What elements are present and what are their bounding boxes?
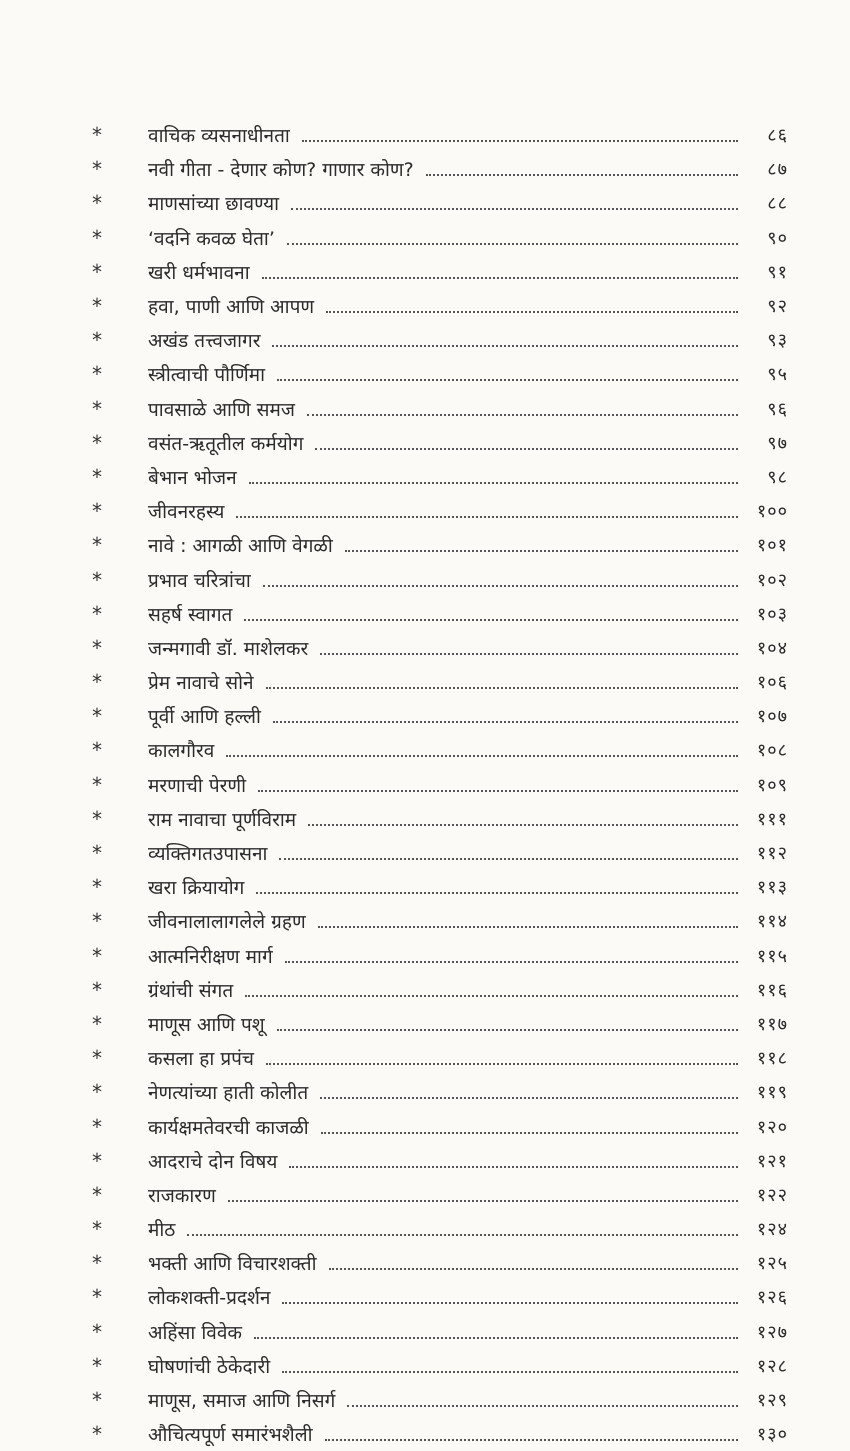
toc-entry — [88, 939, 788, 973]
toc-entry — [88, 118, 788, 152]
toc-entry-title: पावसाळे आणि समज — [148, 396, 301, 422]
toc-entry — [88, 1383, 788, 1417]
toc-entry-page-number: १०२ — [756, 569, 788, 591]
dot-leader — [258, 790, 738, 792]
dot-leader — [272, 345, 738, 347]
toc-entry-title: पूर्वी आणि हल्ली — [148, 703, 267, 729]
toc-entry-title: राम नावाचा पूर्णविराम — [148, 806, 302, 832]
toc-entry-title: ग्रंथांची संगत — [148, 977, 239, 1003]
toc-entry — [88, 1315, 788, 1349]
asterisk-bullet-icon: * — [92, 157, 102, 182]
toc-entry-page-number: १२५ — [756, 1253, 788, 1275]
toc-entry — [88, 323, 788, 357]
toc-entry-page-number: १११ — [756, 808, 788, 830]
toc-entry — [88, 665, 788, 699]
toc-entry-page-number: ९३ — [767, 330, 788, 352]
toc-entry — [88, 768, 788, 802]
dot-leader — [263, 585, 738, 587]
asterisk-bullet-icon: * — [92, 1182, 102, 1207]
dot-leader — [273, 721, 738, 723]
toc-entry-title: माणूस आणि पशू — [148, 1011, 271, 1037]
toc-entry-page-number: १२६ — [756, 1287, 788, 1309]
asterisk-bullet-icon: * — [92, 1353, 102, 1378]
toc-entry-page-number: ९५ — [767, 364, 788, 386]
toc-entry-page-number: ९६ — [767, 398, 788, 420]
toc-entry-title: आत्मनिरीक्षण मार्ग — [148, 943, 279, 969]
toc-entry-page-number: १०६ — [756, 672, 788, 694]
toc-entry-title: अखंड तत्त्वजागर — [148, 327, 266, 353]
toc-entry — [88, 221, 788, 255]
toc-entry — [88, 562, 788, 596]
toc-entry — [88, 973, 788, 1007]
toc-entry-title: कालगौरव — [148, 737, 220, 763]
toc-entry-page-number: ११२ — [756, 843, 788, 865]
dot-leader — [187, 1234, 738, 1236]
toc-entry — [88, 699, 788, 733]
toc-entry-page-number: १०० — [756, 501, 788, 523]
dot-leader — [282, 1302, 738, 1304]
toc-entry-title: बेभान भोजन — [148, 464, 243, 490]
toc-entry-title: नावे : आगळी आणि वेगळी — [148, 532, 339, 558]
asterisk-bullet-icon: * — [92, 806, 102, 831]
toc-entry-title: स्त्रीत्वाची पौर्णिमा — [148, 361, 271, 387]
toc-entry-title: माणसांच्या छावण्या — [148, 190, 285, 216]
toc-entry-page-number: १३० — [756, 1424, 788, 1446]
dot-leader — [279, 858, 738, 860]
table-of-contents — [88, 118, 788, 1451]
dot-leader — [282, 1371, 738, 1373]
asterisk-bullet-icon: * — [92, 875, 102, 900]
asterisk-bullet-icon: * — [92, 396, 102, 421]
dot-leader — [256, 892, 738, 894]
toc-entry — [88, 1280, 788, 1314]
toc-entry — [88, 597, 788, 631]
asterisk-bullet-icon: * — [92, 977, 102, 1002]
asterisk-bullet-icon: * — [92, 533, 102, 558]
dot-leader — [245, 995, 738, 997]
toc-entry-title: लोकशक्ती-प्रदर्शन — [148, 1284, 276, 1310]
toc-entry-page-number: १२२ — [756, 1184, 788, 1206]
dot-leader — [289, 1166, 738, 1168]
toc-entry-title: भक्ती आणि विचारशक्ती — [148, 1250, 323, 1276]
toc-entry-page-number: ८८ — [767, 193, 788, 215]
toc-entry-page-number: ११९ — [756, 1082, 788, 1104]
toc-entry — [88, 802, 788, 836]
toc-entry-page-number: ९७ — [767, 432, 788, 454]
asterisk-bullet-icon: * — [92, 430, 102, 455]
toc-entry — [88, 1041, 788, 1075]
toc-entry — [88, 1246, 788, 1280]
toc-entry — [88, 460, 788, 494]
dot-leader — [320, 653, 738, 655]
asterisk-bullet-icon: * — [92, 1319, 102, 1344]
dot-leader — [320, 1097, 738, 1099]
asterisk-bullet-icon: * — [92, 567, 102, 592]
toc-entry-page-number: १०७ — [756, 706, 788, 728]
toc-entry-title: नेणत्यांच्या हाती कोलीत — [148, 1079, 314, 1105]
dot-leader — [226, 755, 738, 757]
toc-entry-title: राजकारण — [148, 1182, 222, 1208]
toc-entry-title: जीवनरहस्य — [148, 498, 230, 524]
toc-entry — [88, 1212, 788, 1246]
toc-entry-title: औचित्यपूर्ण समारंभशैली — [148, 1421, 319, 1447]
dot-leader — [266, 1063, 738, 1065]
toc-entry — [88, 392, 788, 426]
toc-entry — [88, 836, 788, 870]
toc-entry-page-number: १०८ — [756, 740, 788, 762]
toc-entry-title: प्रेम नावाचे सोने — [148, 669, 260, 695]
asterisk-bullet-icon: * — [92, 943, 102, 968]
toc-entry — [88, 426, 788, 460]
asterisk-bullet-icon: * — [92, 1285, 102, 1310]
toc-entry-title: मीठ — [148, 1216, 181, 1242]
toc-entry — [88, 152, 788, 186]
dot-leader — [285, 961, 738, 963]
dot-leader — [277, 1029, 738, 1031]
toc-entry — [88, 357, 788, 391]
toc-entry — [88, 1075, 788, 1109]
asterisk-bullet-icon: * — [92, 1422, 102, 1447]
toc-entry-title: कार्यक्षमतेवरची काजळी — [148, 1114, 315, 1140]
toc-entry-page-number: १२८ — [756, 1355, 788, 1377]
toc-entry-title: अहिंसा विवेक — [148, 1319, 248, 1345]
toc-entry — [88, 1417, 788, 1451]
asterisk-bullet-icon: * — [92, 123, 102, 148]
asterisk-bullet-icon: * — [92, 909, 102, 934]
toc-entry — [88, 1109, 788, 1143]
dot-leader — [329, 1268, 738, 1270]
dot-leader — [347, 1405, 738, 1407]
dot-leader — [244, 619, 738, 621]
toc-entry-page-number: ९१ — [767, 261, 788, 283]
dot-leader — [277, 379, 738, 381]
asterisk-bullet-icon: * — [92, 464, 102, 489]
toc-entry — [88, 528, 788, 562]
toc-entry-page-number: ११३ — [756, 877, 788, 899]
asterisk-bullet-icon: * — [92, 1114, 102, 1139]
toc-entry-page-number: ११५ — [756, 945, 788, 967]
dot-leader — [266, 687, 738, 689]
asterisk-bullet-icon: * — [92, 1388, 102, 1413]
toc-entry-title: हवा, पाणी आणि आपण — [148, 293, 320, 319]
dot-leader — [228, 1200, 738, 1202]
toc-entry-page-number: ९२ — [767, 296, 788, 318]
dot-leader — [249, 482, 738, 484]
toc-entry — [88, 870, 788, 904]
dot-leader — [236, 516, 738, 518]
asterisk-bullet-icon: * — [92, 259, 102, 284]
asterisk-bullet-icon: * — [92, 1217, 102, 1242]
toc-entry — [88, 733, 788, 767]
dot-leader — [287, 243, 738, 245]
asterisk-bullet-icon: * — [92, 1080, 102, 1105]
toc-entry-page-number: १०१ — [756, 535, 788, 557]
toc-entry-page-number: १२४ — [756, 1219, 788, 1241]
toc-entry-page-number: १०३ — [756, 603, 788, 625]
asterisk-bullet-icon: * — [92, 738, 102, 763]
toc-entry — [88, 904, 788, 938]
asterisk-bullet-icon: * — [92, 1046, 102, 1071]
toc-entry — [88, 255, 788, 289]
toc-entry — [88, 1144, 788, 1178]
toc-entry — [88, 289, 788, 323]
toc-entry — [88, 631, 788, 665]
toc-entry-title: आदराचे दोन विषय — [148, 1148, 283, 1174]
asterisk-bullet-icon: * — [92, 670, 102, 695]
dot-leader — [325, 1439, 738, 1441]
dot-leader — [262, 277, 738, 279]
toc-entry-page-number: ८७ — [767, 159, 788, 181]
toc-entry-title: व्यक्तिगतउपासना — [148, 840, 273, 866]
dot-leader — [345, 550, 738, 552]
toc-entry-page-number: १२० — [756, 1116, 788, 1138]
asterisk-bullet-icon: * — [92, 499, 102, 524]
asterisk-bullet-icon: * — [92, 704, 102, 729]
toc-entry-title: मरणाची पेरणी — [148, 772, 252, 798]
toc-entry-page-number: ९० — [767, 227, 788, 249]
toc-entry-page-number: ११७ — [756, 1013, 788, 1035]
toc-entry-page-number: ९८ — [767, 466, 788, 488]
asterisk-bullet-icon: * — [92, 1148, 102, 1173]
toc-entry-title: ‘वदनि कवळ घेता’ — [148, 225, 281, 251]
toc-entry-title: माणूस, समाज आणि निसर्ग — [148, 1387, 341, 1413]
toc-entry-title: घोषणांची ठेकेदारी — [148, 1353, 276, 1379]
dot-leader — [308, 824, 738, 826]
asterisk-bullet-icon: * — [92, 362, 102, 387]
asterisk-bullet-icon: * — [92, 772, 102, 797]
dot-leader — [315, 448, 738, 450]
toc-entry-page-number: ११८ — [756, 1048, 788, 1070]
toc-entry-page-number: १२१ — [756, 1150, 788, 1172]
asterisk-bullet-icon: * — [92, 294, 102, 319]
dot-leader — [321, 1132, 738, 1134]
toc-entry-title: खरी धर्मभावना — [148, 259, 256, 285]
toc-entry-title: जन्मगावी डॉ. माशेलकर — [148, 635, 314, 661]
toc-entry-page-number: १०९ — [756, 774, 788, 796]
toc-entry-page-number: ११४ — [756, 911, 788, 933]
dot-leader — [307, 414, 738, 416]
toc-entry — [88, 1178, 788, 1212]
toc-entry-page-number: ११६ — [756, 979, 788, 1001]
asterisk-bullet-icon: * — [92, 225, 102, 250]
dot-leader — [326, 311, 738, 313]
dot-leader — [302, 140, 738, 142]
toc-entry — [88, 494, 788, 528]
asterisk-bullet-icon: * — [92, 191, 102, 216]
toc-entry-title: वसंत-ऋतूतील कर्मयोग — [148, 430, 309, 456]
toc-entry-page-number: ८६ — [767, 125, 788, 147]
toc-entry — [88, 186, 788, 220]
asterisk-bullet-icon: * — [92, 1011, 102, 1036]
asterisk-bullet-icon: * — [92, 1251, 102, 1276]
toc-entry-title: सहर्ष स्वागत — [148, 601, 238, 627]
asterisk-bullet-icon: * — [92, 635, 102, 660]
asterisk-bullet-icon: * — [92, 601, 102, 626]
toc-entry — [88, 1349, 788, 1383]
toc-entry — [88, 1007, 788, 1041]
toc-entry-title: जीवनालालागलेले ग्रहण — [148, 908, 312, 934]
toc-entry-title: प्रभाव चरित्रांचा — [148, 567, 257, 593]
dot-leader — [318, 926, 738, 928]
toc-entry-page-number: १०४ — [756, 637, 788, 659]
dot-leader — [291, 208, 738, 210]
asterisk-bullet-icon: * — [92, 328, 102, 353]
toc-entry-title: कसला हा प्रपंच — [148, 1045, 260, 1071]
asterisk-bullet-icon: * — [92, 841, 102, 866]
toc-entry-title: वाचिक व्यसनाधीनता — [148, 122, 296, 148]
dot-leader — [254, 1337, 738, 1339]
toc-entry-page-number: १२७ — [756, 1321, 788, 1343]
dot-leader — [426, 174, 738, 176]
toc-entry-title: नवी गीता - देणार कोण? गाणार कोण? — [148, 156, 420, 182]
toc-entry-title: खरा क्रियायोग — [148, 874, 250, 900]
toc-entry-page-number: १२९ — [756, 1390, 788, 1412]
